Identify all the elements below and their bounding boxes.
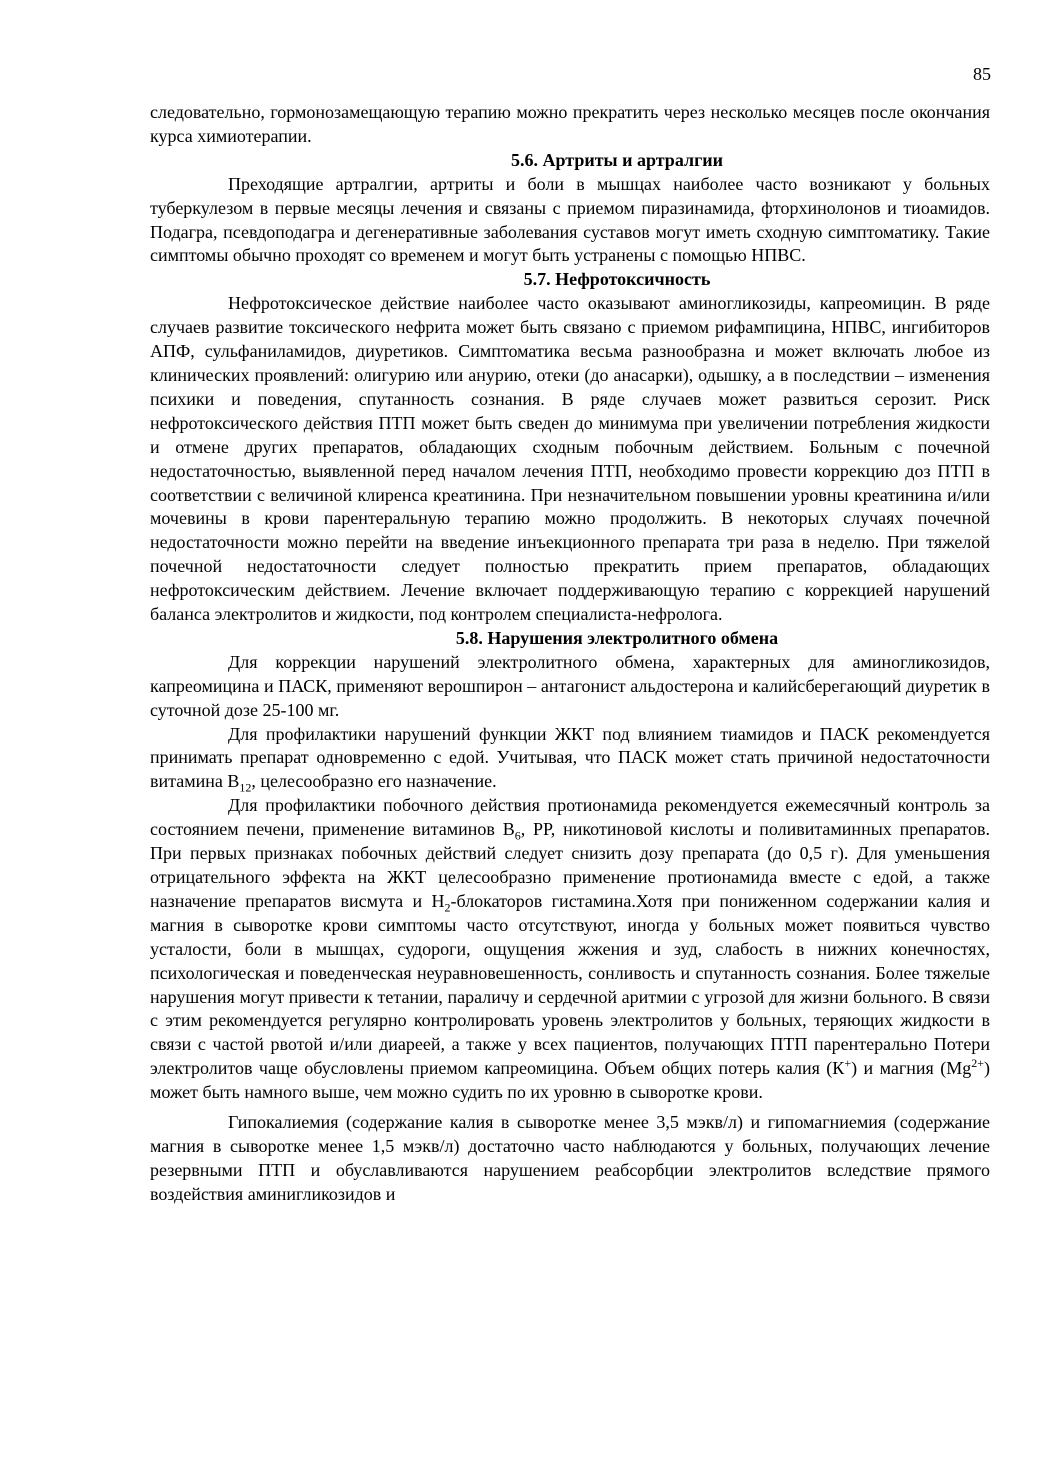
intro-paragraph: следовательно, гормонозамещающую терапию можно прекратить через несколько месяцев после окончания курса химиотерапии. <box>150 102 990 146</box>
document-body <box>150 101 990 1207</box>
section-heading-5-7: 5.7. Нефротоксичность <box>523 269 711 290</box>
paragraph-nephrotoxicity: Нефротоксическое действие наиболее часто оказывают аминогликозиды, капреомицин. В ряде случаев развитие токсического нефрита может быть связано с приемом рифампицина, НПВС, ингибиторов АПФ, сульфаниламидов, диуретиков. Симптоматика весьма разнообразна и может включать любое из клинических проявлений: олигурию или анурию, отеки (до анасарки), одышку, а в последствии – изменения психики и поведения, спутанность сознания. В ряде случаев может развиться серозит. Риск нефротоксического действия ПТП может быть сведен до минимума при увеличении потребления жидкости и отмене других препаратов, обладающих сходным побочным действием. Больным с почечной недостаточностью, выявленной перед началом лечения ПТП, необходимо провести коррекцию доз ПТП в соответствии с величиной клиренса креатинина. При незначительном повышении уровны креатинина и/или мочевины в крови парентеральную терапию можно продолжить. В некоторых случаях почечной недостаточности можно перейти на введение инъекционного препарата три раза в неделю. При тяжелой почечной недостаточности следует полностью прекратить прием препаратов, обладающих нефротоксическим действием. Лечение включает поддерживающую терапию с коррекцией нарушений баланса электролитов и жидкости, под контролем специалиста-нефролога. <box>150 293 990 625</box>
page-number: 85 <box>973 64 991 84</box>
paragraph-prothionamide: Для профилактики побочного действия протионамида рекомендуется ежемесячный контроль за состоянием печени, применение витаминов $В_6$, РР, никотиновой кислоты и поливитаминных препаратов. При первых признаках побочных действий следует снизить дозу препарата (до 0,5 г). Для уменьшения отрицательного эффекта на ЖКТ целесообразно применение протионамида вместе с едой, а также назначение препаратов висмута и $Н_2$-блокаторов гистамина.Хотя при пониженном содержании калия и магния в сыворотке крови симптомы часто отсутствуют, иногда у больных может появиться чувство усталости, боли в мышцах, судороги, ощущения жжения и зуд, слабость в нижних конечностях, психологическая и поведенческая неуравновешенность, сонливость и спутанность сознания. Более тяжелые нарушения могут привести к тетании, параличу и сердечной аритмии с угрозой для жизни больного. В связи с этим рекомендуется регулярно контролировать уровень электролитов у больных, теряющих жидкости в связи с частой рвотой и/или диареей, а также у всех пациентов, получающих ПТП парентерально Потери электролитов чаще обусловлены приемом капреомицина. Объем общих потерь калия (К+) и магния $(Mg^{2+})$ может быть намного выше, чем можно судить по их уровню в сыворотке крови. <box>150 795 991 1103</box>
section-heading-5-6: 5.6. Артриты и артралгии <box>510 149 723 170</box>
paragraph-electrolyte-correction: Для коррекции нарушений электролитного обмена, характерных для аминогликозидов, капреомицина и ПАСК, применяют верошпирон – антагонист альдостерона и калийсберегающий диуретик в суточной дозе 25-100 мг. <box>150 651 990 720</box>
section-heading-5-8: 5.8. Нарушения электролитного обмена <box>455 627 779 648</box>
paragraph-hypokalemia: Гипокалиемия (содержание калия в сыворотке менее 3,5 мэкв/л) и гипомагниемия (содержание магния в сыворотке менее 1,5 мэкв/л) достаточно часто наблюдаются у больных, получающих лечение резервными ПТП и обуславливаются нарушением реабсорбции электролитов вследствие прямого воздействия аминигликозидов и <box>150 1112 990 1204</box>
paragraph-gi-prophylaxis: Для профилактики нарушений функции ЖКТ под влиянием тиамидов и ПАСК рекомендуется принимать препарат одновременно с едой. Учитывая, что ПАСК может стать причиной недостаточности витамина $В_{12}$, целесообразно его назначение. <box>150 723 990 795</box>
paragraph-arthritis: Преходящие артралгии, артриты и боли в мышцах наиболее часто возникают у больных туберкулезом в первые месяцы лечения и связаны с приемом пиразинамида, фторхинолонов и тиоамидов. Подагра, псевдоподагра и дегенеративные заболевания суставов могут иметь сходную симптоматику. Такие симптомы обычно проходят со временем и могут быть устранены с помощью НПВС. <box>150 173 990 266</box>
